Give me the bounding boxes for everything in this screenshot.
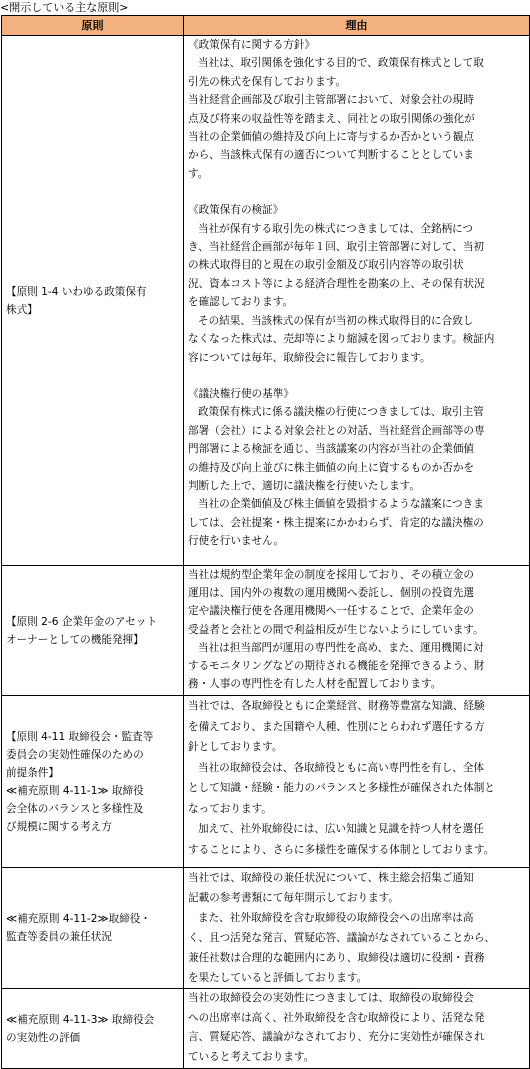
table-row (2, 566, 530, 696)
principle-cell (2, 696, 184, 868)
reason-text-line: ていると考えております。 (188, 1050, 315, 1063)
reason-text-line: 門部署による検証を通じ、当該議案の内容が当社の企業価値 (188, 443, 475, 456)
principle-label-line: 会全体のバランスと多様性及 (6, 802, 144, 815)
reason-text-line: 点及び将来の収益性等を踏まえ、同社との取引関係の強化が (188, 112, 475, 125)
reason-text-line: 行使を行いません。 (188, 535, 284, 548)
reason-text-line: 針としております。 (188, 741, 283, 753)
principle-cell (2, 566, 184, 696)
reason-text-line: 当社の取締役会の実効性につきましては、取締役の取締役会 (188, 992, 474, 1004)
reason-text-line: 言、質疑応答、議論がなされており、充分に実効性が確保され (188, 1031, 485, 1043)
table-caption: <開示している主な原則> (0, 1, 129, 14)
reason-cell (184, 868, 530, 989)
reason-text-line: また、社外取締役を含む取締役の取締役会への出席率は高 (198, 912, 474, 924)
reason-text-line: を備えており、また国籍や人種、性別にとらわれず選任する方 (188, 720, 485, 733)
reason-text-line: 引先の株式を保有しております。 (188, 75, 347, 88)
reason-text-line: なくなった株式は、売却等により縮減を図っております。検証内 (188, 333, 495, 346)
reason-text-line: 当社が保有する取引先の株式につきましては、全銘柄につ (198, 222, 474, 235)
reason-text-line: 加えて、社外取締役には、広い知識と見識を持つ人材を選任 (198, 823, 484, 835)
principle-cell (2, 36, 184, 566)
reason-text-line: その結果、当該株式の保有が当初の株式取得目的に合致し (198, 314, 474, 327)
principle-label-line: 【原則 4-11 取締役会・監査等 (6, 730, 154, 743)
reason-text-line: 況、資本コスト等による経済合理性を勘案の上、その保有状況 (188, 277, 485, 290)
reason-text-line: 《議決権行使の基準》 (188, 387, 294, 400)
reason-text-line: の維持及び向上並びに株主価値の向上に資するものか否かを (188, 461, 475, 474)
reason-cell (184, 36, 530, 566)
principles-table (1, 15, 530, 1069)
reason-text-line: す。 (188, 167, 209, 180)
reason-text-line: 当社は担当部門が運用の専門性を高め、また、運用機関に対 (198, 641, 484, 654)
reason-text-line: 当社は、取引関係を強化する目的で、政策保有株式として取 (198, 57, 484, 70)
reason-text-line: 受益者と会社との間で利益相反が生じないようにしています。 (188, 623, 484, 636)
reason-text-line: 当社の企業価値及び株主価値を毀損するような議案につきま (198, 498, 484, 511)
reason-text-line: を果たしていると評価しております。 (188, 972, 368, 984)
table-header-row (2, 16, 530, 36)
principle-label-line: 委員会の実効性確保のための (6, 748, 144, 761)
reason-text-line: 運用は、国内外の複数の運用機関へ委託し、個別の投資先選 (188, 587, 475, 600)
reason-text-line: 兼任社数は合理的な範囲内にあり、取締役は適切に役割・責務 (188, 952, 485, 964)
reason-text-line: き、当社経営企画部が毎年１回、取引主管部署に対して、当初 (188, 241, 484, 254)
reason-text-line: 容については毎年、取締役会に報告しております。 (188, 351, 431, 364)
reason-text-line: 《政策保有の検証》 (188, 204, 284, 217)
table-row (2, 868, 530, 989)
reason-text-line: から、当該株式保有の適否について判断することとしていま (188, 149, 474, 162)
principle-label-line: の実効性の評価 (6, 1031, 81, 1044)
reason-text-line: 《政策保有に関する方針》 (188, 39, 316, 51)
reason-text-line: を確認しております。 (188, 296, 294, 309)
paragraph-gap (188, 367, 526, 385)
table-row (2, 36, 530, 566)
reason-text-line: 当社経営企画部及び取引主管部署において、対象会社の現時 (188, 94, 474, 107)
reason-text-line: 当社の企業価値の維持及び向上に寄与するか否かという観点 (188, 131, 475, 144)
reason-text-line: 当社の取締役会は、各取締役ともに高い専門性を有し、全体 (198, 761, 485, 774)
principle-label-line: び規模に関する考え方 (6, 820, 112, 833)
reason-text-line: 部署（会社）による対象会社との対話、当社経営企画部等の専 (188, 424, 485, 437)
reason-cell (184, 566, 530, 696)
reason-text-line: 務・人事の専門性を有した人材を配置しております。 (188, 678, 442, 691)
principle-label-line: 監査等委員の兼任状況 (6, 931, 112, 943)
reason-text-line: として知識・経験・能力のバランスと多様性が確保された体制と (188, 782, 495, 794)
reason-text-line: 判断した上で、適切に議決権を行使いたします。 (188, 479, 421, 492)
principle-label-line: ≪補充原則 4-11-3≫ 取締役会 (6, 1013, 155, 1026)
reason-text-line: 当社では、取締役の兼任状況について、株主総会招集ご通知 (188, 872, 474, 884)
reason-text-line: しては、会社提案・株主提案にかかわらず、肯定的な議決権の (188, 516, 484, 529)
principle-label-line: ≪補充原則 4-11-2≫取締役・ (6, 913, 151, 925)
table-row (2, 989, 530, 1069)
reason-text-line: への出席率は高く、社外取締役を含む取締役により、活発な発 (188, 1011, 485, 1024)
reason-cell (184, 989, 530, 1069)
paragraph-gap (188, 183, 526, 201)
principle-label-line: オーナーとしての機能発揮】 (6, 633, 144, 646)
principle-label-line: 株式】 (6, 303, 38, 316)
header-principle: 原則 (2, 16, 184, 36)
principle-label-line: ≪補充原則 4-11-1≫ 取締役 (6, 784, 144, 797)
reason-text-line: なっております。 (188, 802, 272, 815)
reason-text-line: く、且つ活発な発言、質疑応答、議論がなされていることから、 (188, 932, 496, 944)
header-reason: 理由 (184, 16, 530, 36)
reason-text-line: 政策保有株式に係る議決権の行使につきましては、取引主管 (198, 406, 484, 419)
reason-text-line: 当社では、各取締役ともに企業経営、財務等豊富な知識、経験 (188, 700, 485, 712)
reason-text-line: 当社は規約型企業年金の制度を採用しており、その積立金の (188, 569, 475, 581)
principle-label-line: 前提条件】 (6, 766, 59, 779)
reason-text-line: 記載の参考書類にて毎年開示しております。 (188, 892, 400, 904)
principle-label-line: 【原則 1-4 いわゆる政策保有 (6, 285, 147, 298)
reason-text-line: することにより、さらに多様性を確保する体制としております。 (188, 843, 495, 856)
table-row (2, 696, 530, 868)
reason-text-line: するモニタリングなどの期待される機能を発揮できるよう、財 (188, 660, 485, 673)
principle-cell (2, 868, 184, 989)
reason-cell (184, 696, 530, 868)
principle-cell (2, 989, 184, 1069)
reason-text-line: 定や議決権行使を各運用機関へ一任することで、企業年金の (188, 605, 474, 618)
reason-text-line: の株式取得目的と現在の取引金額及び取引内容等の取引状 (188, 259, 464, 272)
principle-label-line: 【原則 2-6 企業年金のアセット (6, 615, 158, 628)
